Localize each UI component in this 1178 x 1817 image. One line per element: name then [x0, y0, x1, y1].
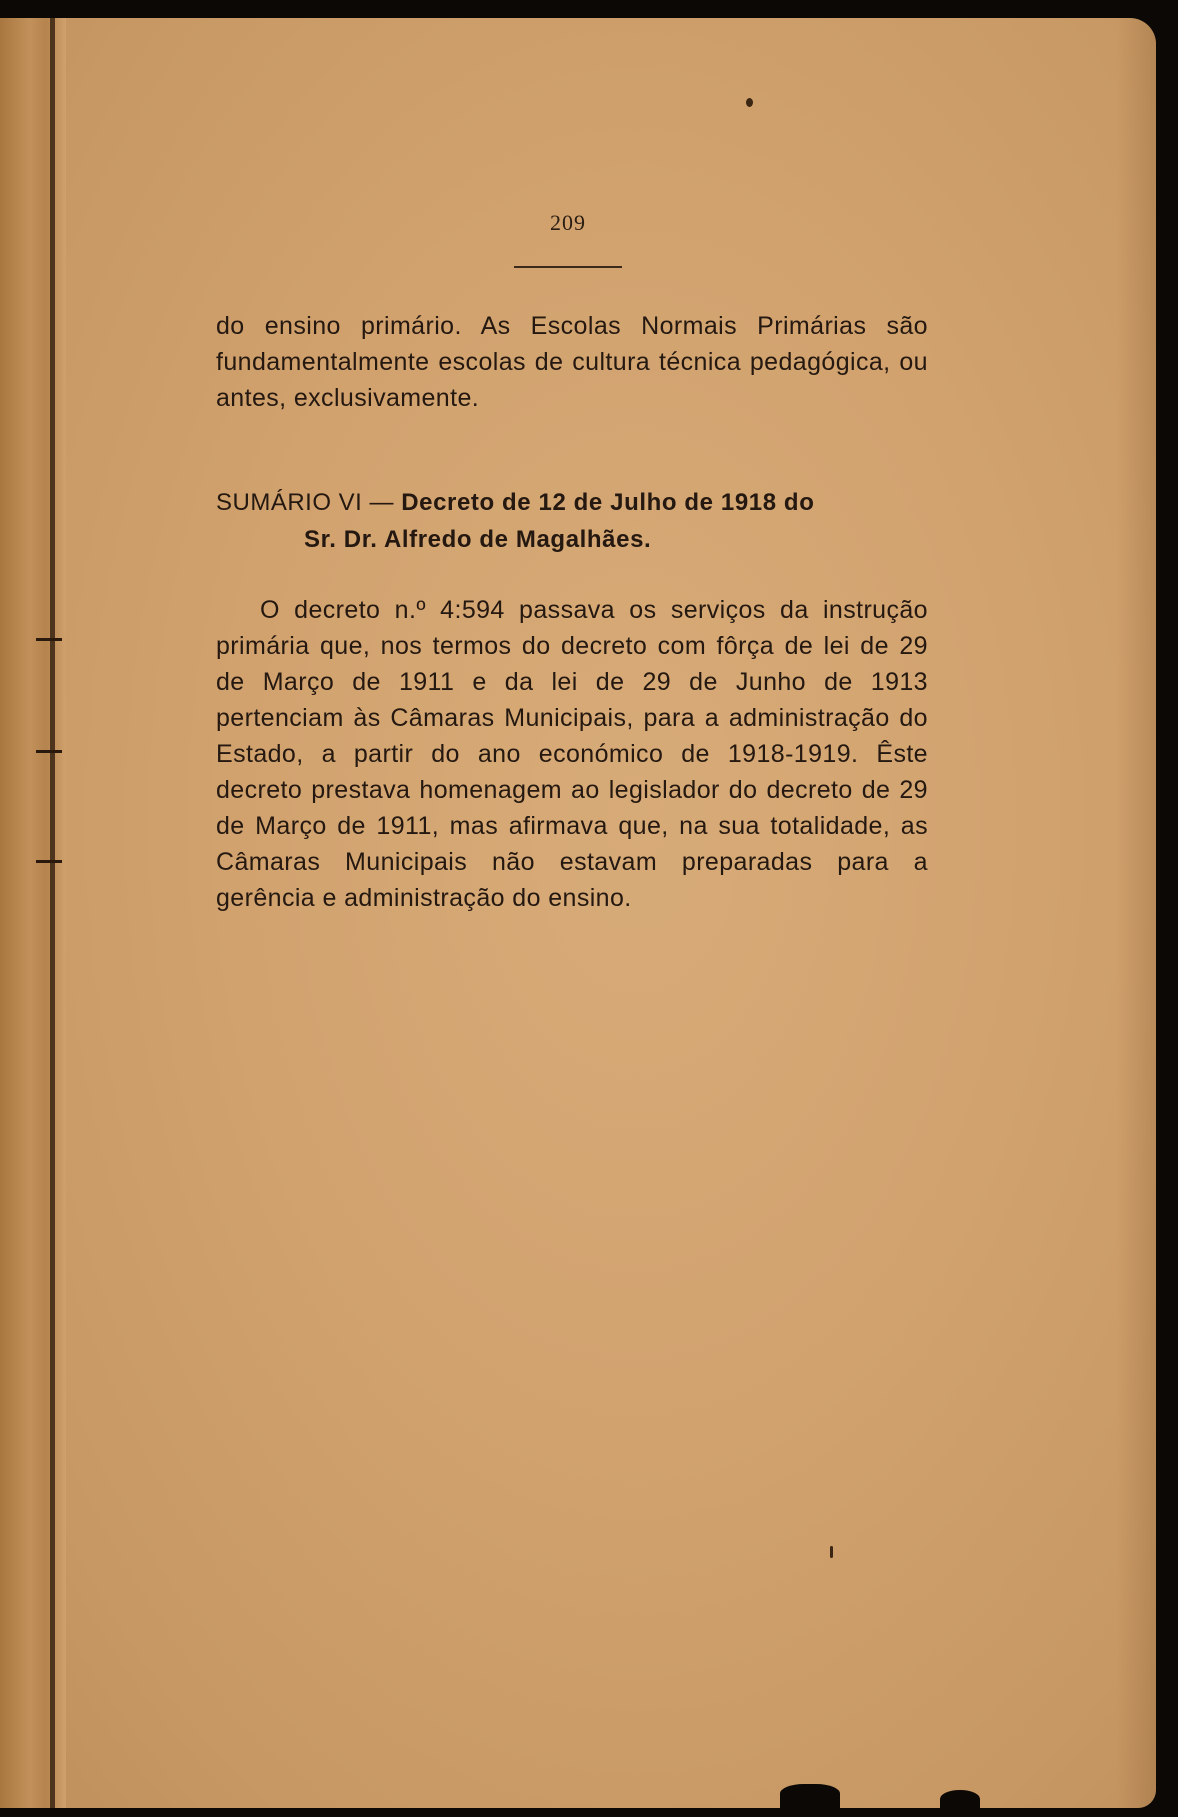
summary-title-line-1: Decreto de 12 de Julho de 1918 do: [401, 489, 815, 516]
page-tear: [940, 1790, 980, 1808]
paragraph-intro: do ensino primário. As Escolas Normais Primárias são fundamentalmente escolas de cultura técnica pedagógica, ou antes, exclusivamente.: [216, 312, 928, 412]
binding-tick-mark: [36, 638, 62, 641]
paper-speck: [746, 98, 753, 107]
summary-title-line-2: Sr. Dr. Alfredo de Magalhães.: [304, 526, 652, 553]
paragraph-decree: O decreto n.º 4:594 passava os serviços da instrução primária que, nos termos do decreto com fôrça de lei de 29 de Março de 1911 e da lei de 29 de Junho de 1913 pertenciam às Câmaras Municipais, para a administração do Estado, a partir do ano económico de 1918-1919. Êste decreto prestava homenagem ao legislador do decreto de 29 de Março de 1911, mas afirmava que, na sua totalidade, as Câmaras Municipais não estavam preparadas para a gerência e administração do ensino.: [216, 596, 928, 912]
binding-tick-mark: [36, 860, 62, 863]
paper-speck: [830, 1546, 833, 1558]
binding-edge-line: [50, 18, 55, 1808]
summary-heading: [216, 484, 928, 558]
header-rule: [514, 266, 622, 268]
page-header: [0, 210, 1136, 236]
page-edge-shadow: [1116, 18, 1156, 1808]
summary-label: SUMÁRIO VI —: [216, 489, 402, 516]
book-binding: [0, 18, 66, 1808]
page-tear: [780, 1784, 840, 1808]
page-number: 209: [550, 210, 586, 235]
paper-sheet: [0, 18, 1156, 1808]
binding-tick-mark: [36, 750, 62, 753]
